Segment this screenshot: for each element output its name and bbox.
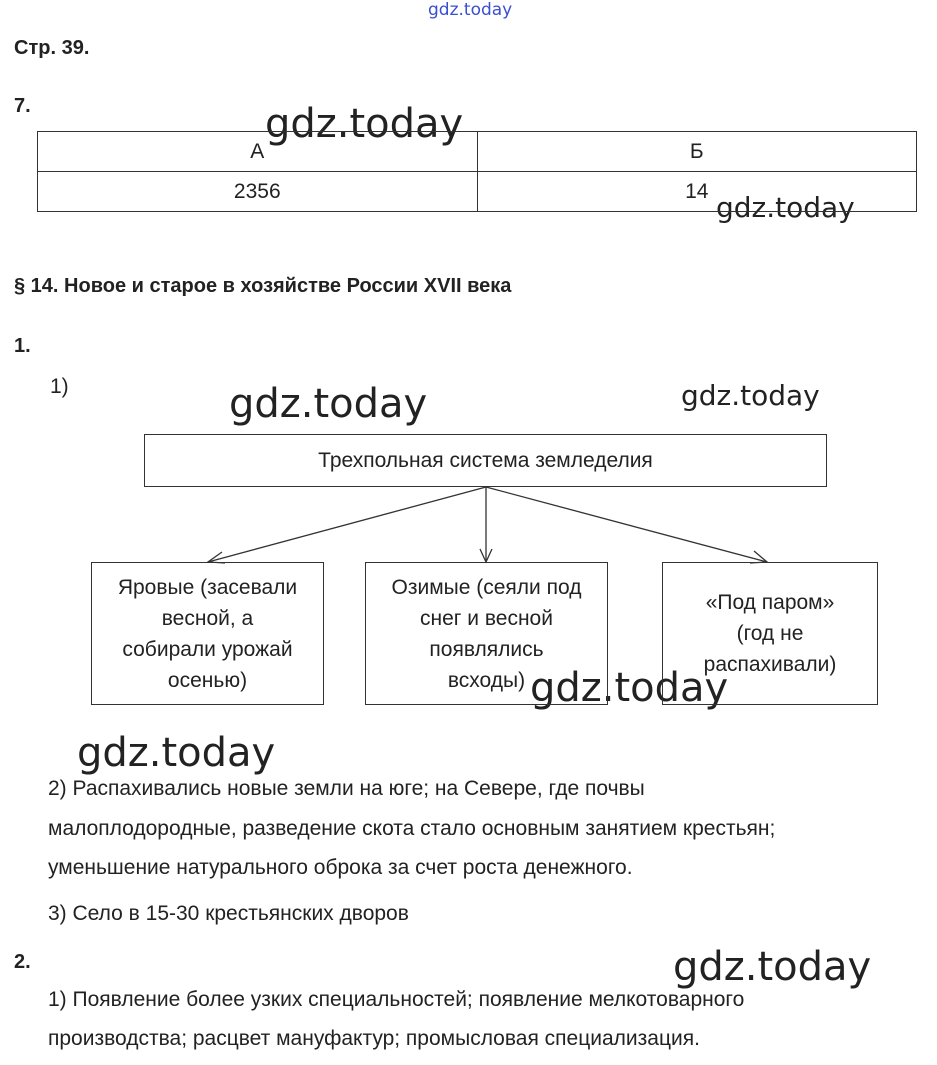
subtask-2-line: малоплодородные, разведение скота стало основным занятием крестьян; xyxy=(48,817,776,840)
diagram-box-line: всходы) xyxy=(447,668,526,692)
arrow-right xyxy=(486,487,767,562)
watermark: gdz.today xyxy=(530,665,729,711)
diagram-box-fallow xyxy=(662,562,878,705)
diagram-box-line: осенью) xyxy=(167,668,248,692)
subtask-3-line: 3) Село в 15-30 крестьянских дворов xyxy=(48,902,409,925)
diagram-box-line: Яровые (засевали xyxy=(117,575,298,599)
watermark: gdz.today xyxy=(229,381,428,427)
subtask-2-line: 2) Распахивались новые земли на юге; на Севере, где почвы xyxy=(48,777,645,800)
diagram-box-line: снег и весной xyxy=(420,606,553,630)
table-cell-a: 2356 xyxy=(38,172,478,212)
subtask-2-line: уменьшение натурального оброка за счет роста денежного. xyxy=(48,856,633,879)
diagram-box-line: Озимые (сеяли под xyxy=(391,575,582,599)
diagram-box-line: появлялись xyxy=(429,637,544,661)
task-1-number: 1. xyxy=(14,335,31,357)
diagram-box-line: «Под паром» xyxy=(705,591,835,614)
table-cell-b: 14 xyxy=(477,172,916,212)
watermark: gdz.today xyxy=(265,101,464,147)
section-title: § 14. Новое и старое в хозяйстве России XVII века xyxy=(14,275,512,297)
diagram-box-line: собирали урожай xyxy=(122,637,293,661)
task-2-line: 1) Появление более узких специальностей; появление мелкотоварного xyxy=(48,988,745,1011)
diagram-box-winter xyxy=(365,562,608,705)
task-2-number: 2. xyxy=(14,951,31,973)
watermark: gdz.today xyxy=(673,944,872,990)
diagram-box-spring xyxy=(91,562,324,705)
subtask-1-label: 1) xyxy=(50,375,69,398)
diagram-box-line: (год не xyxy=(736,622,804,645)
task-7-number: 7. xyxy=(14,95,31,117)
table-header-b: Б xyxy=(477,132,916,172)
task-2-line: производства; расцвет мануфактур; промысловая специализация. xyxy=(48,1027,700,1050)
watermark: gdz.today xyxy=(77,730,276,776)
watermark-top: gdz.today xyxy=(428,0,513,20)
diagram-root-label: Трехпольная система земледелия xyxy=(318,449,653,472)
diagram-box-line: распахивали) xyxy=(703,653,837,676)
arrow-left xyxy=(208,487,486,562)
diagram-root-box xyxy=(144,434,827,487)
watermark: gdz.today xyxy=(716,191,855,224)
page-label: Стр. 39. xyxy=(14,37,90,59)
watermark: gdz.today xyxy=(681,379,820,412)
diagram-box-line: весной, а xyxy=(161,606,254,630)
table-header-a: А xyxy=(38,132,478,172)
